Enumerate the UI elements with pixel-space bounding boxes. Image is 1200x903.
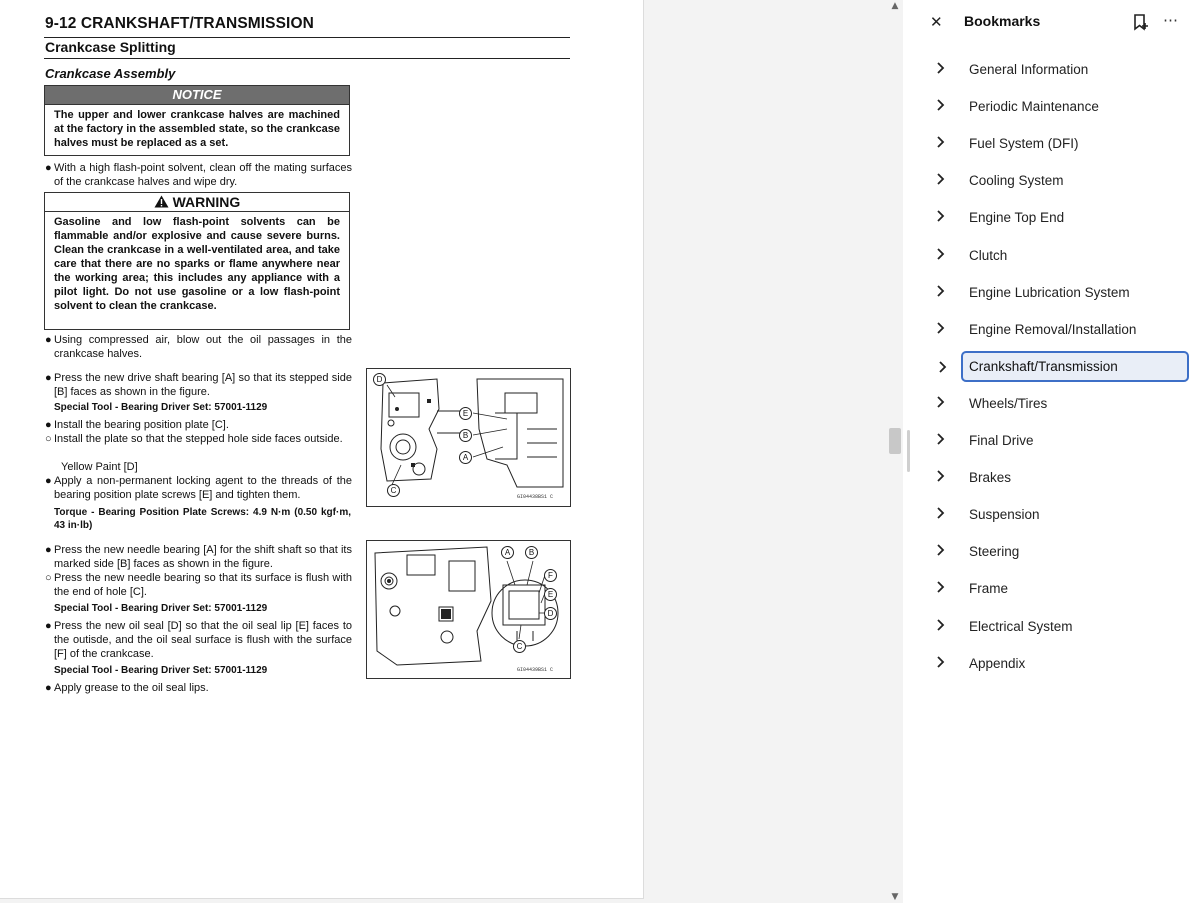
- bullet-icon: ●: [45, 334, 52, 346]
- step-text: Using compressed air, blow out the oil passages in the crankcase halves.: [54, 334, 352, 360]
- bookmark-item[interactable]: [961, 165, 1189, 196]
- step-clean: [45, 161, 352, 189]
- figure-drive-shaft-bearing: [366, 368, 571, 507]
- chevron-right-icon[interactable]: [934, 395, 948, 409]
- chevron-right-icon[interactable]: [934, 98, 948, 112]
- step-text: Press the new needle bearing [A] for the shift shaft so that its marked side [B] faces as shown in the figure.: [54, 544, 352, 570]
- warning-text: Gasoline and low flash-point solvents can be flammable and/or explosive and cause severe burns. Clean the crankcase in a well-ventilated area, and take care that there are no sparks or flame anywhere near the working area; this includes any appliance with a pilot light. Do not use gasoline or a low flash-point solvent to clean the crankcase.: [54, 216, 340, 312]
- chevron-right-icon[interactable]: [934, 247, 948, 261]
- chevron-right-icon[interactable]: [934, 321, 948, 335]
- chevron-right-icon[interactable]: [934, 432, 948, 446]
- section-title: Crankcase Splitting: [45, 39, 176, 55]
- scroll-down-icon[interactable]: ▼: [891, 892, 899, 902]
- bookmarks-title: Bookmarks: [964, 13, 1041, 29]
- step-text: Apply grease to the oil seal lips.: [54, 682, 209, 694]
- bookmark-label: Engine Lubrication System: [969, 285, 1130, 300]
- step-needle-bearing: [45, 543, 352, 571]
- figure-code: GI04439BS1 C: [517, 667, 554, 673]
- bookmark-item[interactable]: [961, 536, 1189, 567]
- bullet-icon: ●: [45, 682, 52, 694]
- step-drive-shaft-bearing: [45, 371, 352, 399]
- crankcase-drawing-2: [367, 541, 570, 678]
- bookmark-item[interactable]: [961, 202, 1189, 233]
- callout-b: B: [525, 546, 538, 559]
- step-text: Press the new oil seal [D] so that the oil seal lip [E] faces to the outisde, and the oil seal surface is flush with the surface [F] of the crankcase.: [54, 620, 352, 660]
- bookmark-item[interactable]: [961, 128, 1189, 159]
- callout-d: D: [373, 373, 386, 386]
- bookmark-item[interactable]: [961, 648, 1189, 679]
- bookmark-label: Engine Top End: [969, 210, 1065, 225]
- panel-resize-handle[interactable]: [907, 430, 910, 472]
- callout-d: D: [544, 607, 557, 620]
- bookmark-label: Cooling System: [969, 173, 1064, 188]
- sub-bullet-icon: ○: [45, 433, 52, 445]
- step-text: Press the new needle bearing so that its surface is flush with the end of hole [C].: [54, 572, 352, 598]
- bullet-icon: ●: [45, 372, 52, 384]
- bookmark-label: Appendix: [969, 656, 1026, 671]
- notice-heading: NOTICE: [45, 86, 349, 105]
- bookmark-item[interactable]: [961, 388, 1189, 419]
- callout-b: B: [459, 429, 472, 442]
- bookmark-label: Wheels/Tires: [969, 396, 1048, 411]
- bookmark-label: Suspension: [969, 507, 1040, 522]
- callout-f: F: [544, 569, 557, 582]
- bookmark-label: Brakes: [969, 470, 1012, 485]
- bullet-icon: ●: [45, 162, 52, 174]
- header-rule: [44, 37, 570, 38]
- step-compressed-air: [45, 333, 352, 361]
- substep-flush: [45, 571, 352, 599]
- more-options-icon[interactable]: ⋯: [1163, 12, 1179, 29]
- bullet-icon: ●: [45, 544, 52, 556]
- bullet-icon: ●: [45, 475, 52, 487]
- substep-plate-side: [45, 432, 352, 446]
- chevron-right-icon[interactable]: [934, 61, 948, 75]
- torque-spec: Torque - Bearing Position Plate Screws: 4.9 N·m (0.50 kgf·m, 43 in·lb): [54, 507, 351, 531]
- bookmark-item[interactable]: [961, 425, 1189, 456]
- warning-triangle-icon: [154, 195, 169, 208]
- scroll-up-icon[interactable]: ▲: [891, 1, 899, 11]
- step-grease: [45, 681, 352, 695]
- notice-box: [44, 85, 350, 156]
- section-rule: [44, 58, 570, 59]
- chevron-right-icon[interactable]: [934, 543, 948, 557]
- page-header: 9-12 CRANKSHAFT/TRANSMISSION: [45, 15, 314, 32]
- bookmark-label: Crankshaft/Transmission: [969, 359, 1118, 374]
- chevron-right-icon[interactable]: [934, 618, 948, 632]
- special-tool-3: Special Tool - Bearing Driver Set: 57001-1129: [54, 665, 268, 676]
- bookmark-item[interactable]: [961, 314, 1189, 345]
- bookmark-label: General Information: [969, 62, 1089, 77]
- figure-needle-bearing: [366, 540, 571, 679]
- bookmark-label: Frame: [969, 581, 1009, 596]
- subsection-title: Crankcase Assembly: [45, 66, 176, 81]
- yellow-paint-note: Yellow Paint [D]: [61, 461, 138, 473]
- chevron-right-icon[interactable]: [934, 655, 948, 669]
- bookmark-label: Periodic Maintenance: [969, 99, 1099, 114]
- chevron-right-icon[interactable]: [934, 469, 948, 483]
- bullet-icon: ●: [45, 419, 52, 431]
- vertical-scrollbar[interactable]: [887, 0, 903, 903]
- step-text: Press the new drive shaft bearing [A] so that its stepped side [B] faces as shown in the figure.: [54, 372, 352, 398]
- chevron-right-icon[interactable]: [934, 135, 948, 149]
- bookmark-item[interactable]: [961, 573, 1189, 604]
- callout-e: E: [544, 588, 557, 601]
- special-tool-2: Special Tool - Bearing Driver Set: 57001-1129: [54, 603, 268, 614]
- special-tool-1: Special Tool - Bearing Driver Set: 57001-1129: [54, 402, 268, 413]
- step-position-plate: [45, 418, 352, 432]
- step-locking-agent: [45, 474, 352, 502]
- sub-bullet-icon: ○: [45, 572, 52, 584]
- callout-c: C: [387, 484, 400, 497]
- callout-c: C: [513, 640, 526, 653]
- callout-a: A: [501, 546, 514, 559]
- add-bookmark-icon[interactable]: [1132, 13, 1150, 31]
- bookmark-label: Electrical System: [969, 619, 1073, 634]
- warning-heading: [45, 193, 349, 212]
- step-oil-seal: [45, 619, 352, 661]
- warning-heading-text: WARNING: [172, 194, 241, 210]
- bookmarks-panel: [913, 0, 1200, 903]
- callout-e: E: [459, 407, 472, 420]
- bookmark-item[interactable]: [961, 499, 1189, 530]
- notice-text: The upper and lower crankcase halves are machined at the factory in the assembled state, so the crankcase halves must be replaced as a set.: [54, 109, 340, 149]
- bookmark-item[interactable]: [961, 351, 1189, 382]
- figure-code: GI04438BS1 C: [517, 494, 554, 500]
- chevron-right-icon[interactable]: [934, 172, 948, 186]
- step-text: Apply a non-permanent locking agent to the threads of the bearing position plate screws [E] and tighten them.: [54, 475, 352, 501]
- step-text: Install the bearing position plate [C].: [54, 419, 229, 431]
- bookmark-item[interactable]: [961, 611, 1189, 642]
- bookmark-item[interactable]: [961, 462, 1189, 493]
- chevron-right-icon[interactable]: [934, 284, 948, 298]
- bookmark-item[interactable]: [961, 54, 1189, 85]
- bullet-icon: ●: [45, 620, 52, 632]
- bookmark-item[interactable]: [961, 240, 1189, 271]
- chevron-right-icon[interactable]: [934, 580, 948, 594]
- chevron-right-icon[interactable]: [936, 360, 950, 374]
- step-text: Install the plate so that the stepped hole side faces outside.: [54, 433, 343, 445]
- warning-box: [44, 192, 350, 330]
- bookmark-label: Final Drive: [969, 433, 1034, 448]
- scrollbar-thumb[interactable]: [889, 428, 901, 454]
- chevron-right-icon[interactable]: [934, 209, 948, 223]
- bookmark-item[interactable]: [961, 91, 1189, 122]
- bookmark-label: Engine Removal/Installation: [969, 322, 1137, 337]
- chevron-right-icon[interactable]: [934, 506, 948, 520]
- callout-a: A: [459, 451, 472, 464]
- bookmark-label: Steering: [969, 544, 1020, 559]
- bookmark-item[interactable]: [961, 277, 1189, 308]
- step-text: With a high flash-point solvent, clean off the mating surfaces of the crankcase halves and wipe dry.: [54, 162, 352, 188]
- bookmark-label: Fuel System (DFI): [969, 136, 1079, 151]
- bookmark-label: Clutch: [969, 248, 1008, 263]
- close-icon[interactable]: ✕: [930, 14, 943, 31]
